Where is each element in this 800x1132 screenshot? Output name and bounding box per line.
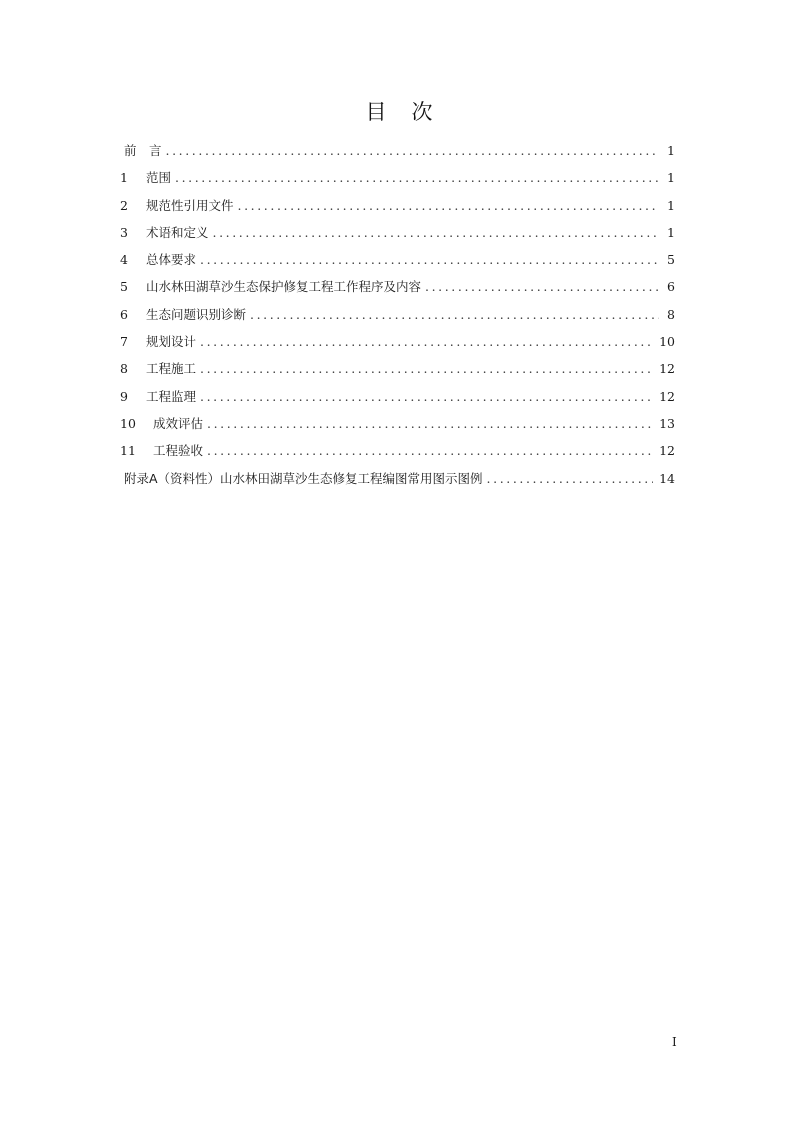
toc-entry-title: 范围 xyxy=(145,170,171,186)
toc-entry-number: 9 xyxy=(120,388,128,404)
dot-leader xyxy=(166,137,660,164)
toc-entry-11[interactable] xyxy=(120,437,675,464)
toc-entry-title: 规范性引用文件 xyxy=(145,197,234,213)
toc-entry-number: 4 xyxy=(120,252,128,268)
toc-entry-title: 工程施工 xyxy=(145,361,196,377)
toc-entry-label xyxy=(120,383,196,410)
dot-leader xyxy=(200,246,659,273)
toc-entry-label xyxy=(120,355,196,382)
toc-entry-title: 工程验收 xyxy=(152,443,203,459)
toc-title: 目 次 xyxy=(365,100,435,124)
toc-entry-1[interactable] xyxy=(120,164,675,191)
dot-leader xyxy=(200,328,653,355)
toc-entry-foreword[interactable] xyxy=(120,137,675,164)
toc-entry-number: 5 xyxy=(120,279,128,295)
toc-entry-label xyxy=(120,137,162,164)
toc-entry-label xyxy=(120,437,203,464)
toc-entry-4[interactable] xyxy=(120,246,675,273)
dot-leader xyxy=(207,410,653,437)
toc-entry-title: 山水林田湖草沙生态保护修复工程工作程序及内容 xyxy=(145,279,421,295)
toc-entry-10[interactable] xyxy=(120,410,675,437)
toc-entry-label xyxy=(120,273,421,300)
toc-entry-label xyxy=(120,246,196,273)
toc-entry-page: 8 xyxy=(667,306,675,322)
toc-entry-page: 1 xyxy=(667,170,675,186)
toc-entry-number: 7 xyxy=(120,334,128,350)
dot-leader xyxy=(207,437,653,464)
toc-entry-number: 8 xyxy=(120,361,128,377)
dot-leader xyxy=(200,383,653,410)
toc-entry-page: 6 xyxy=(667,279,675,295)
toc-entry-appendix-a[interactable] xyxy=(120,465,675,492)
page-number: I xyxy=(672,1035,677,1049)
toc-entry-5[interactable] xyxy=(120,273,675,300)
toc-entry-page: 1 xyxy=(667,143,675,158)
toc-entry-page: 12 xyxy=(659,443,675,459)
toc-entry-label xyxy=(120,410,203,437)
toc-entry-page: 10 xyxy=(659,334,675,350)
dot-leader xyxy=(238,192,660,219)
toc-entry-9[interactable] xyxy=(120,383,675,410)
toc-entry-label xyxy=(120,219,209,246)
toc-entry-number: 6 xyxy=(120,306,128,322)
toc-entry-label xyxy=(120,164,171,191)
toc-entry-label xyxy=(120,465,483,492)
toc-entry-7[interactable] xyxy=(120,328,675,355)
toc-entry-title: 前 言 xyxy=(123,143,162,158)
toc-entry-title: 附录A（资料性）山水林田湖草沙生态修复工程编图常用图示图例 xyxy=(123,470,483,486)
toc-entry-2[interactable] xyxy=(120,192,675,219)
toc-entry-label xyxy=(120,192,234,219)
toc-entry-number: 10 xyxy=(120,415,136,431)
toc-entry-number: 3 xyxy=(120,224,128,240)
toc-entry-3[interactable] xyxy=(120,219,675,246)
dot-leader xyxy=(200,355,653,382)
toc-entry-8[interactable] xyxy=(120,355,675,382)
toc-entry-label xyxy=(120,328,196,355)
toc-entry-page: 1 xyxy=(667,197,675,213)
toc-entry-title: 工程监理 xyxy=(145,388,196,404)
dot-leader xyxy=(175,164,659,191)
toc-entry-title: 成效评估 xyxy=(152,415,203,431)
toc-entry-page: 1 xyxy=(667,224,675,240)
toc-entry-title: 总体要求 xyxy=(145,252,196,268)
dot-leader xyxy=(213,219,660,246)
toc-entry-number: 11 xyxy=(120,443,136,459)
toc-entry-title: 规划设计 xyxy=(145,334,196,350)
table-of-contents xyxy=(120,137,675,492)
toc-entry-page: 13 xyxy=(659,415,675,431)
dot-leader xyxy=(425,273,659,300)
dot-leader xyxy=(487,465,654,492)
toc-entry-page: 12 xyxy=(659,361,675,377)
toc-entry-title: 生态问题识别诊断 xyxy=(145,306,246,322)
toc-entry-page: 12 xyxy=(659,388,675,404)
dot-leader xyxy=(250,301,659,328)
toc-entry-6[interactable] xyxy=(120,301,675,328)
toc-entry-number: 1 xyxy=(120,170,128,186)
toc-entry-title: 术语和定义 xyxy=(145,224,209,240)
toc-entry-page: 5 xyxy=(667,252,675,268)
toc-entry-page: 14 xyxy=(659,470,675,486)
toc-entry-label xyxy=(120,301,246,328)
toc-entry-number: 2 xyxy=(120,197,128,213)
